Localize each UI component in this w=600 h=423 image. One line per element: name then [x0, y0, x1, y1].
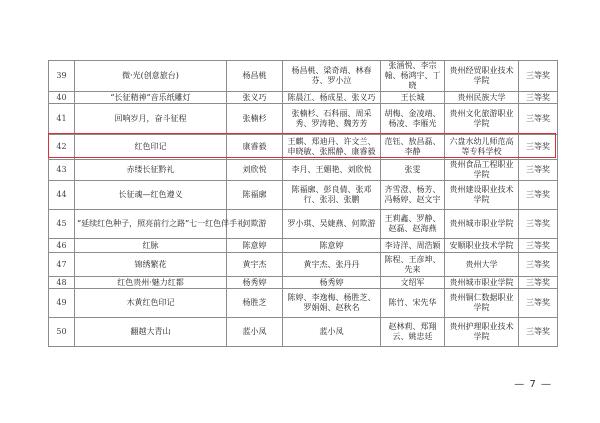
cell-number: 42 — [49, 135, 75, 160]
cell-leader: 黄宇杰 — [227, 253, 283, 277]
cell-number: 49 — [49, 289, 75, 318]
cell-award: 三等奖 — [519, 61, 558, 92]
cell-award: 三等奖 — [519, 92, 558, 104]
cell-leader: 康睿毅 — [227, 135, 283, 160]
awards-table — [48, 60, 558, 347]
cell-school: 贵州铜仁数据职业学院 — [445, 289, 519, 318]
cell-members: 黄宇杰、张丹丹 — [283, 253, 381, 277]
cell-school: 贵州城市职业学院 — [445, 210, 519, 239]
table-row — [49, 92, 558, 104]
cell-work-title: “延续红色种子，照亮前行之路”七一红色伴手礼 — [75, 210, 227, 239]
table-row — [49, 135, 558, 160]
cell-tutors: 胡梅、金凌靖、杨凌、李雁光 — [381, 104, 445, 135]
cell-award: 三等奖 — [519, 289, 558, 318]
cell-school: 六盘水幼儿师范高等专科学校 — [445, 135, 519, 160]
cell-work-title: 赤缕长征黔礼 — [75, 160, 227, 181]
cell-work-title: 长征魂—红色遵义 — [75, 181, 227, 210]
table-row — [49, 61, 558, 92]
cell-leader: 陈意婷 — [227, 239, 283, 253]
cell-number: 47 — [49, 253, 75, 277]
cell-tutors: 齐雪澄、杨芳、冯畅婷、赵文宇 — [381, 181, 445, 210]
cell-work-title: 回响岁月，奋斗征程 — [75, 104, 227, 135]
cell-members: 张楠杉、石科丽、周采秀、罗涛艳、魏芳芳 — [283, 104, 381, 135]
cell-school: 安顺职业技术学院 — [445, 239, 519, 253]
cell-members: 杨昌桃、梁奇靖、林春芬、罗小泣 — [283, 61, 381, 92]
cell-number: 40 — [49, 92, 75, 104]
cell-award: 三等奖 — [519, 181, 558, 210]
cell-work-title: 红色贵州·魅力红都 — [75, 277, 227, 289]
cell-number: 50 — [49, 318, 75, 347]
cell-work-title: 木黄红色印记 — [75, 289, 227, 318]
cell-tutors: 张雯 — [381, 160, 445, 181]
table-row — [49, 104, 558, 135]
cell-number: 39 — [49, 61, 75, 92]
cell-award: 三等奖 — [519, 160, 558, 181]
cell-number: 41 — [49, 104, 75, 135]
cell-tutors: 范钰、敖昌磊、李静 — [381, 135, 445, 160]
cell-award: 三等奖 — [519, 104, 558, 135]
cell-school: 贵州文化旅游职业学院 — [445, 104, 519, 135]
cell-members: 李月、王媚艳、刘欣悦 — [283, 160, 381, 181]
cell-school: 贵州城市职业学院 — [445, 277, 519, 289]
cell-members: 陈晨江、杨成星、张义巧 — [283, 92, 381, 104]
table-row — [49, 239, 558, 253]
cell-tutors: 王长城 — [381, 92, 445, 104]
page-number: — 7 — — [514, 379, 552, 390]
cell-leader: 杨秀婷 — [227, 277, 283, 289]
table-row — [49, 318, 558, 347]
cell-leader: 刘欣悦 — [227, 160, 283, 181]
cell-number: 46 — [49, 239, 75, 253]
cell-work-title: 红脉 — [75, 239, 227, 253]
cell-members: 陈婷、李逸梅、杨胜芝、罗娟娟、赵秋名 — [283, 289, 381, 318]
cell-number: 48 — [49, 277, 75, 289]
cell-tutors: 王莉鑫、罗静、赵磊、赵海燕 — [381, 210, 445, 239]
cell-leader: 杨胜芝 — [227, 289, 283, 318]
cell-tutors: 陈程、王彦坤、先来 — [381, 253, 445, 277]
cell-number: 43 — [49, 160, 75, 181]
cell-members: 蓝小凤 — [283, 318, 381, 347]
cell-award: 三等奖 — [519, 318, 558, 347]
cell-work-title: 锦绣繁花 — [75, 253, 227, 277]
cell-leader: 何欺游 — [227, 210, 283, 239]
cell-leader: 张楠杉 — [227, 104, 283, 135]
cell-leader: 杨昌桃 — [227, 61, 283, 92]
table-row — [49, 277, 558, 289]
awards-table-body — [49, 61, 558, 347]
cell-number: 45 — [49, 210, 75, 239]
cell-tutors: 张涵悦、李宗翰、杨鸿宇、丁晓 — [381, 61, 445, 92]
cell-work-title: 翻越大青山 — [75, 318, 227, 347]
cell-award: 三等奖 — [519, 277, 558, 289]
cell-members: 陈意婷 — [283, 239, 381, 253]
cell-leader: 蓝小凤 — [227, 318, 283, 347]
cell-school: 贵州经贸职业技术学院 — [445, 61, 519, 92]
cell-school: 贵州护理职业技术学院 — [445, 318, 519, 347]
table-row — [49, 210, 558, 239]
cell-leader: 陈福廓 — [227, 181, 283, 210]
cell-members: 陈福廓、彭良倩、张邓行、张羽、张鹏 — [283, 181, 381, 210]
table-row — [49, 181, 558, 210]
cell-work-title: 红色印记 — [75, 135, 227, 160]
cell-tutors: 陈竹、宋先华 — [381, 289, 445, 318]
cell-members: 罗小琪、吴婕燕、何欺游 — [283, 210, 381, 239]
cell-school: 贵州建设职业技术学院 — [445, 181, 519, 210]
cell-leader: 张义巧 — [227, 92, 283, 104]
table-row — [49, 160, 558, 181]
cell-award: 三等奖 — [519, 239, 558, 253]
cell-award: 三等奖 — [519, 135, 558, 160]
cell-award: 三等奖 — [519, 210, 558, 239]
cell-number: 44 — [49, 181, 75, 210]
cell-work-title: “长征精神”音乐纸雕灯 — [75, 92, 227, 104]
cell-members: 王麒、郑迪丹、许文兰、申晓敏、张熙静、康睿毅 — [283, 135, 381, 160]
cell-tutors: 李诗洋、周浩颖 — [381, 239, 445, 253]
cell-school: 贵州食品工程职业学院 — [445, 160, 519, 181]
cell-award: 三等奖 — [519, 253, 558, 277]
table-row — [49, 289, 558, 318]
cell-members: 杨秀婷 — [283, 277, 381, 289]
table-row — [49, 253, 558, 277]
cell-tutors: 文绍军 — [381, 277, 445, 289]
cell-work-title: 微·光(创意旅台) — [75, 61, 227, 92]
cell-tutors: 赵林莉、郑翔云、姚忠廷 — [381, 318, 445, 347]
cell-school: 贵州大学 — [445, 253, 519, 277]
cell-school: 贵州民族大学 — [445, 92, 519, 104]
